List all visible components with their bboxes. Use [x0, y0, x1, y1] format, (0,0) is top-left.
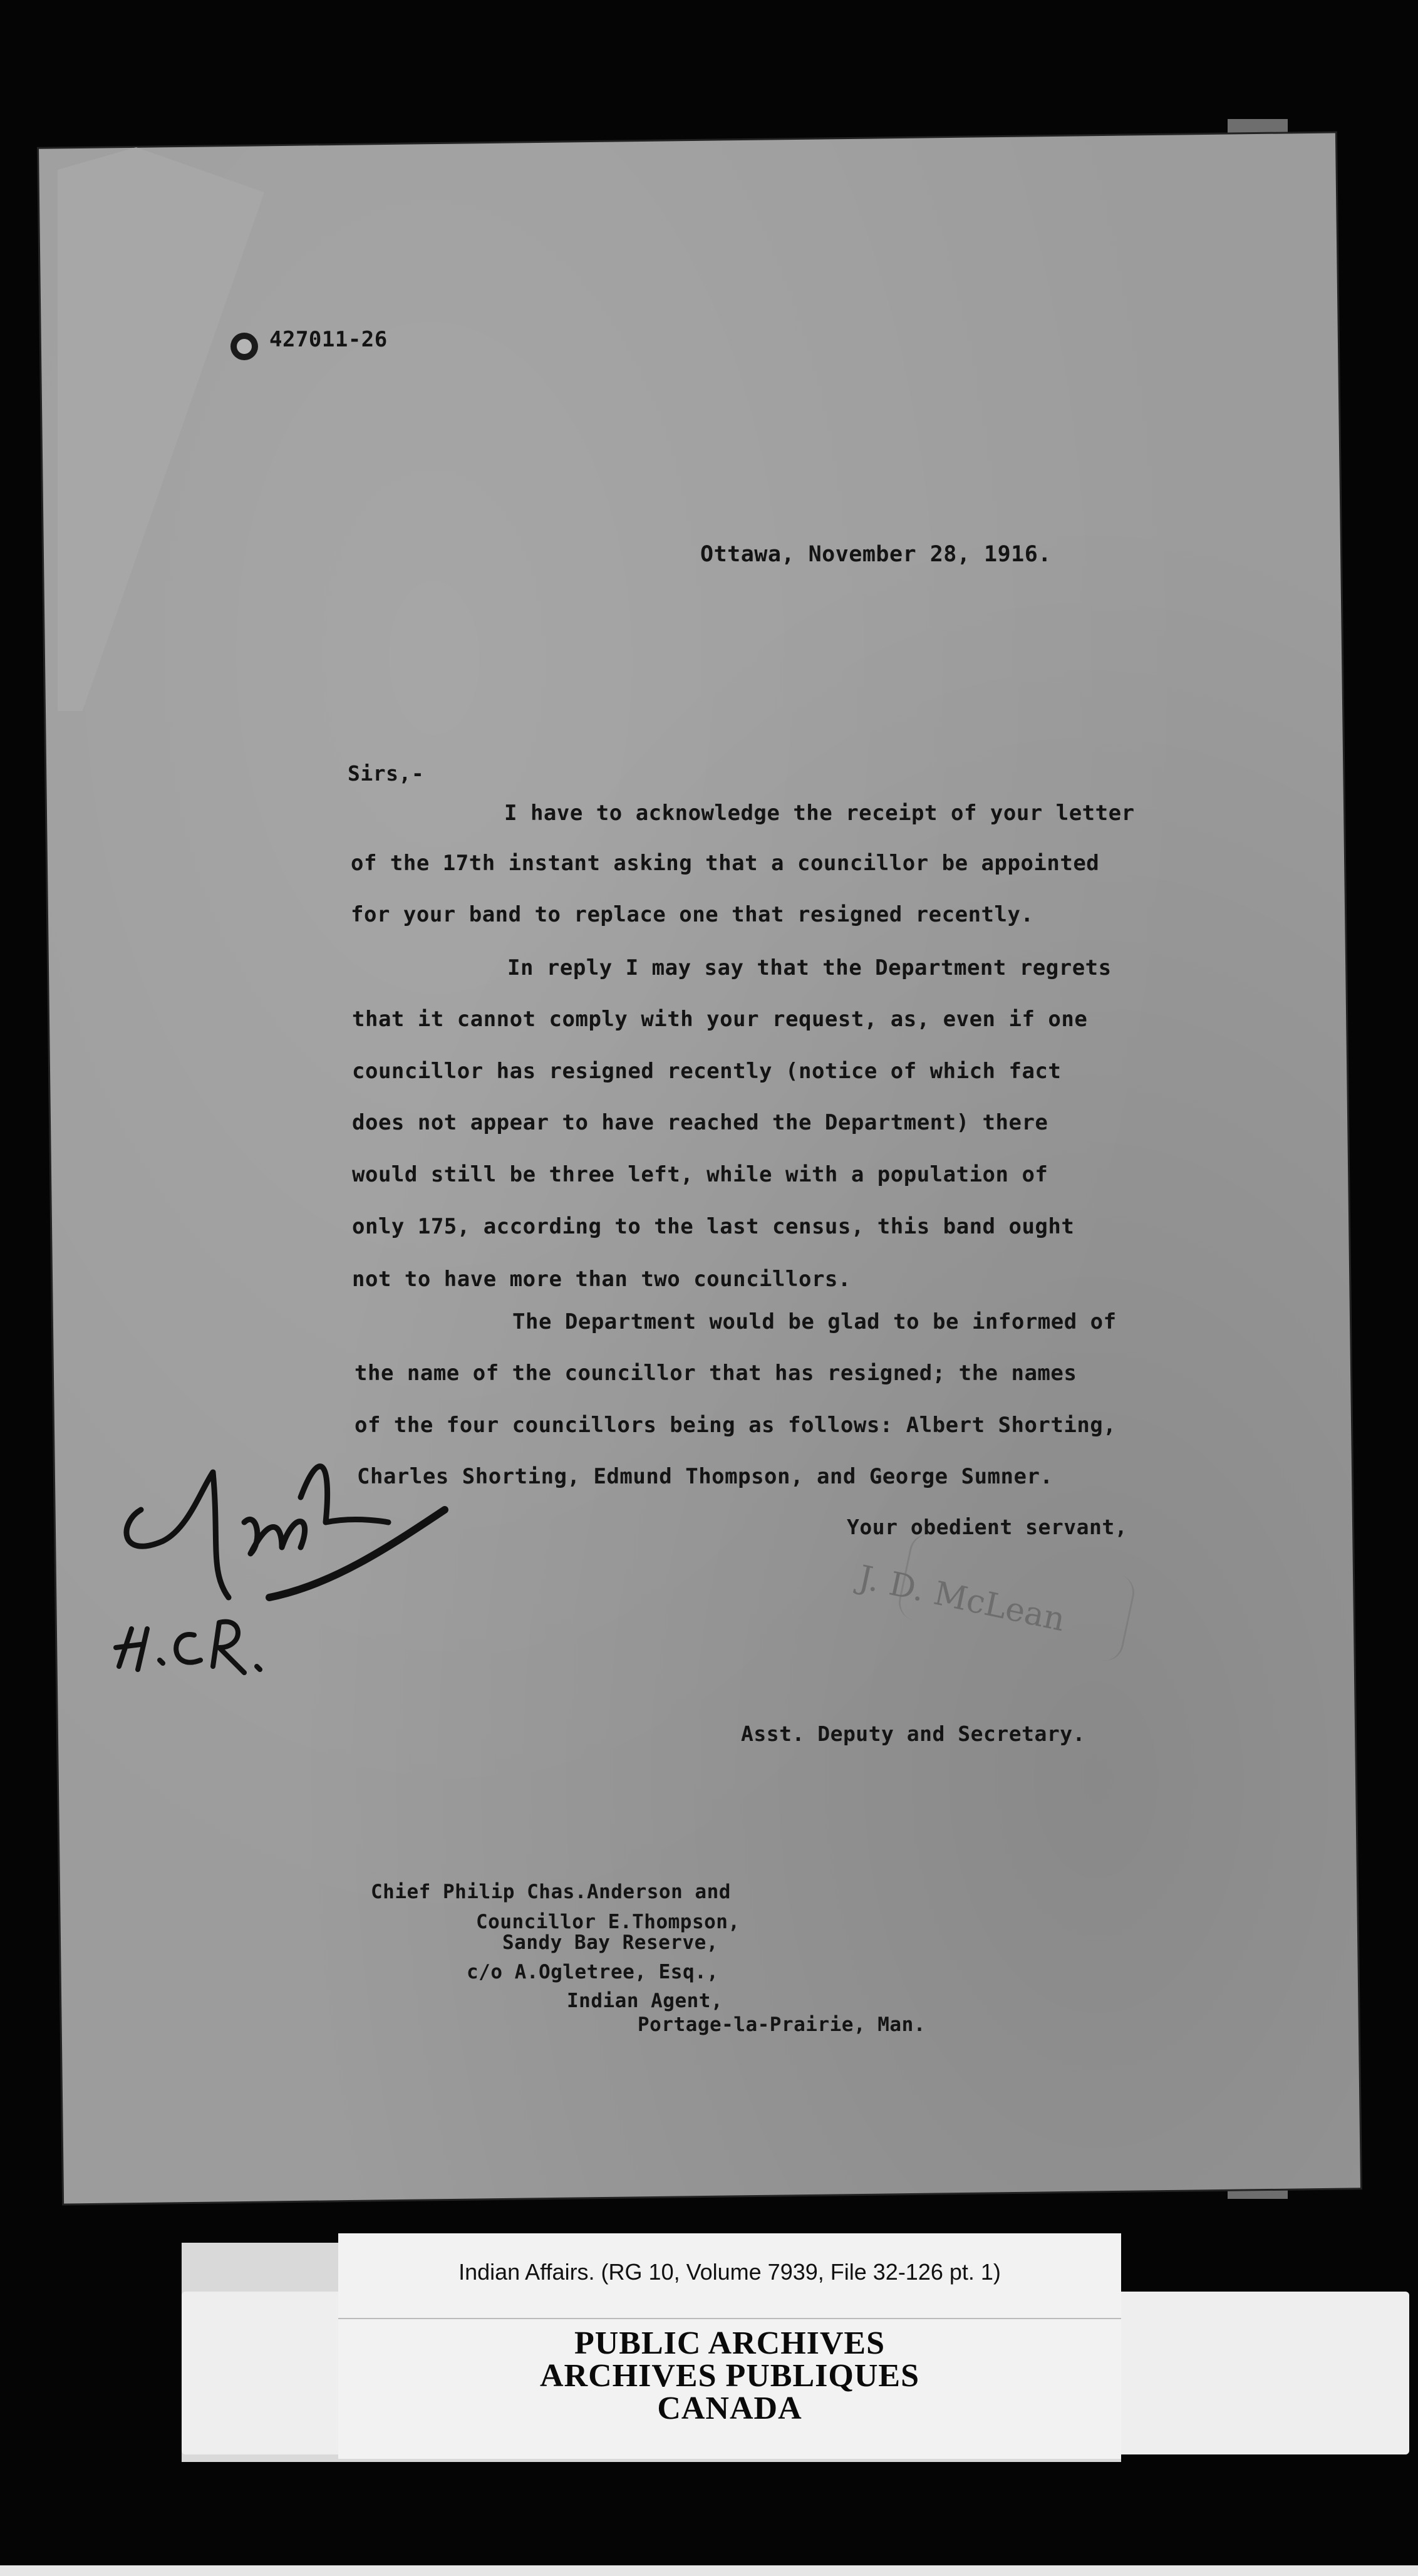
body-line: councillor has resigned recently (notice of which fact: [352, 1059, 1062, 1084]
signer-title: Asst. Deputy and Secretary.: [741, 1722, 1085, 1746]
body-line: of the 17th instant asking that a councillor be appointed: [351, 851, 1100, 876]
address-line: Chief Philip Chas.Anderson and: [371, 1881, 731, 1903]
body-line: the name of the councillor that has resigned; the names: [354, 1361, 1077, 1386]
archive-stamp-line: PUBLIC ARCHIVES: [574, 2325, 886, 2361]
signature-stamp: J. D. McLean: [855, 1559, 1069, 1639]
closing: Your obedient servant,: [847, 1515, 1128, 1539]
label-divider: [338, 2318, 1121, 2319]
address-line: Sandy Bay Reserve,: [502, 1931, 718, 1954]
archive-stamp-line: ARCHIVES PUBLIQUES: [539, 2358, 920, 2394]
body-line: I have to acknowledge the receipt of your letter: [504, 801, 1135, 826]
body-line: not to have more than two councillors.: [352, 1267, 851, 1292]
body-line: would still be three left, while with a population of: [352, 1162, 1048, 1187]
body-line: of the four councillors being as follows: Albert Shorting,: [354, 1413, 1117, 1438]
body-line: for your band to replace one that resigned recently.: [351, 902, 1034, 927]
handwritten-initials: [94, 1334, 482, 1685]
body-line: that it cannot comply with your request, as, even if one: [352, 1007, 1088, 1032]
body-line: The Department would be glad to be informed of: [512, 1309, 1117, 1334]
punch-hole-icon: [222, 325, 266, 368]
archive-stamp: [338, 2327, 1121, 2425]
address-line: Indian Agent,: [567, 1990, 723, 2012]
body-line: In reply I may say that the Department regrets: [507, 955, 1112, 980]
archive-stamp-line: CANADA: [657, 2391, 802, 2426]
date-line: Ottawa, November 28, 1916.: [700, 542, 1052, 567]
address-line: Councillor E.Thompson,: [476, 1911, 740, 1933]
address-line: c/o A.Ogletree, Esq.,: [467, 1961, 719, 1983]
body-line: does not appear to have reached the Department) there: [352, 1110, 1048, 1135]
salutation: Sirs,-: [348, 761, 425, 786]
body-line: Charles Shorting, Edmund Thompson, and George Sumner.: [357, 1464, 1053, 1489]
file-number: 427011-26: [269, 327, 388, 352]
scan-border: [0, 2565, 1418, 2576]
body-line: only 175, according to the last census, this band ought: [352, 1214, 1075, 1239]
address-line: Portage-la-Prairie, Man.: [638, 2013, 926, 2036]
archive-citation: Indian Affairs. (RG 10, Volume 7939, File 32-126 pt. 1): [458, 2259, 1001, 2285]
